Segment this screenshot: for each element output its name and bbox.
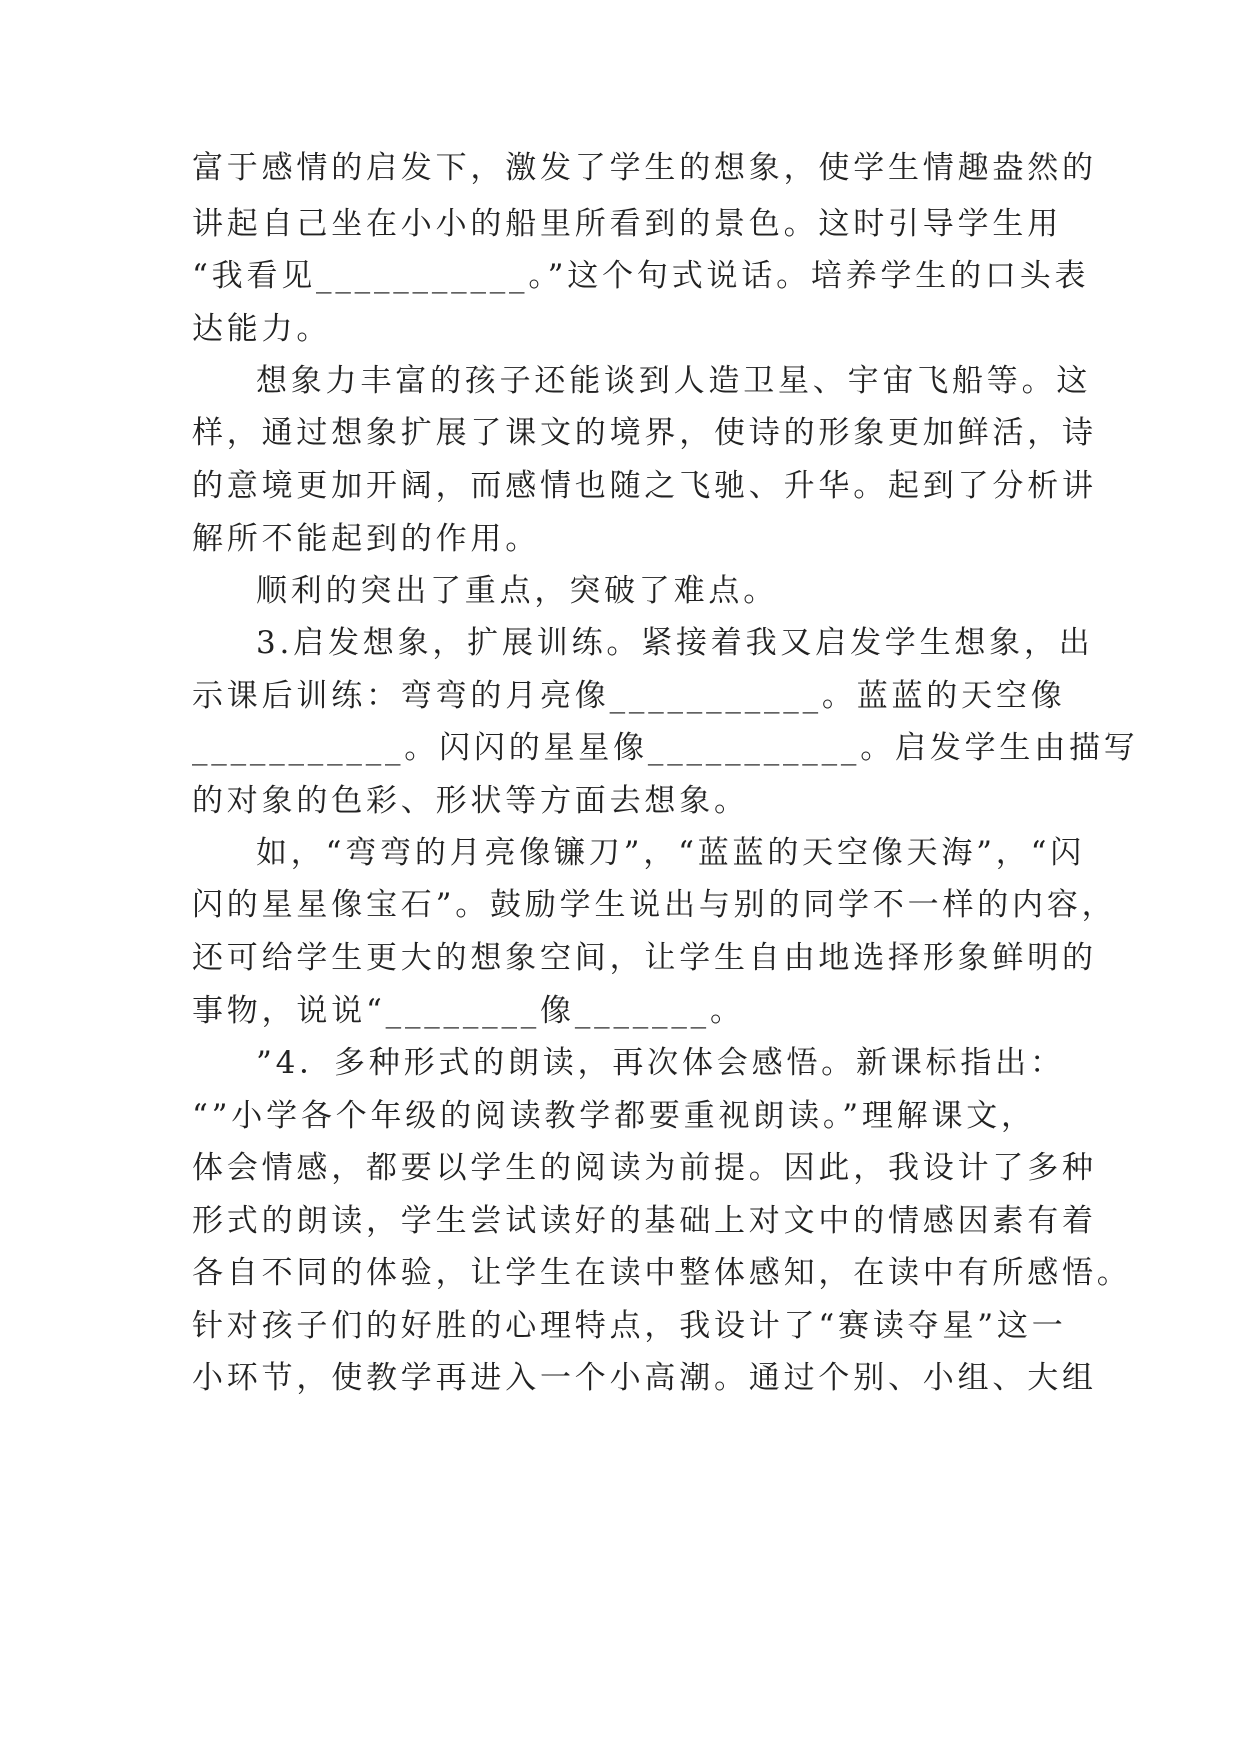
- text-line: 样，通过想象扩展了课文的境界，使诗的形象更加鲜活，诗: [192, 415, 1097, 451]
- text-line: 闪的星星像宝石”。鼓励学生说出与别的同学不一样的内容，: [192, 887, 1117, 923]
- text-line: 体会情感，都要以学生的阅读为前提。因此，我设计了多种: [192, 1150, 1097, 1186]
- text-line: 还可给学生更大的想象空间，让学生自由地选择形象鲜明的: [192, 940, 1097, 976]
- paragraph-first-line: ”4．多种形式的朗读，再次体会感悟。新课标指出：: [256, 1045, 1065, 1081]
- text-line: “”小学各个年级的阅读教学都要重视朗读。”理解课文，: [192, 1098, 1036, 1134]
- text-line: 解所不能起到的作用。: [192, 521, 540, 557]
- text-line: 针对孩子们的好胜的心理特点，我设计了“赛读夺星”这一: [192, 1308, 1067, 1344]
- text-line: 达能力。: [192, 311, 332, 347]
- paragraph-first-line: 想象力丰富的孩子还能谈到人造卫星、宇宙飞船等。这: [256, 363, 1092, 399]
- text-line: 形式的朗读，学生尝试读好的基础上对文中的情感因素有着: [192, 1203, 1097, 1239]
- text-line: 的对象的色彩、形状等方面去想象。: [192, 783, 749, 819]
- text-line: ___________。闪闪的星星像___________。启发学生由描写: [192, 730, 1139, 766]
- text-line: 小环节，使教学再进入一个小高潮。通过个别、小组、大组: [192, 1360, 1097, 1396]
- text-line: 各自不同的体验，让学生在读中整体感知，在读中有所感悟。: [192, 1255, 1132, 1291]
- text-line: 的意境更加开阔，而感情也随之飞驰、升华。起到了分析讲: [192, 468, 1097, 504]
- text-line: 讲起自己坐在小小的船里所看到的景色。这时引导学生用: [192, 206, 1062, 242]
- text-line: 富于感情的启发下，激发了学生的想象，使学生情趣盎然的: [192, 150, 1097, 186]
- paragraph-first-line: 顺利的突出了重点，突破了难点。: [256, 573, 778, 609]
- text-line: 示课后训练：弯弯的月亮像___________。蓝蓝的天空像: [192, 678, 1066, 714]
- paragraph-first-line: 如，“弯弯的月亮像镰刀”，“蓝蓝的天空像天海”，“闪: [256, 835, 1086, 871]
- paragraph-first-line: 3.启发想象，扩展训练。紧接着我又启发学生想象，出: [256, 625, 1094, 661]
- text-line: “我看见___________。”这个句式说话。培养学生的口头表: [192, 258, 1090, 294]
- text-line: 事物，说说“________像_______。: [192, 993, 745, 1029]
